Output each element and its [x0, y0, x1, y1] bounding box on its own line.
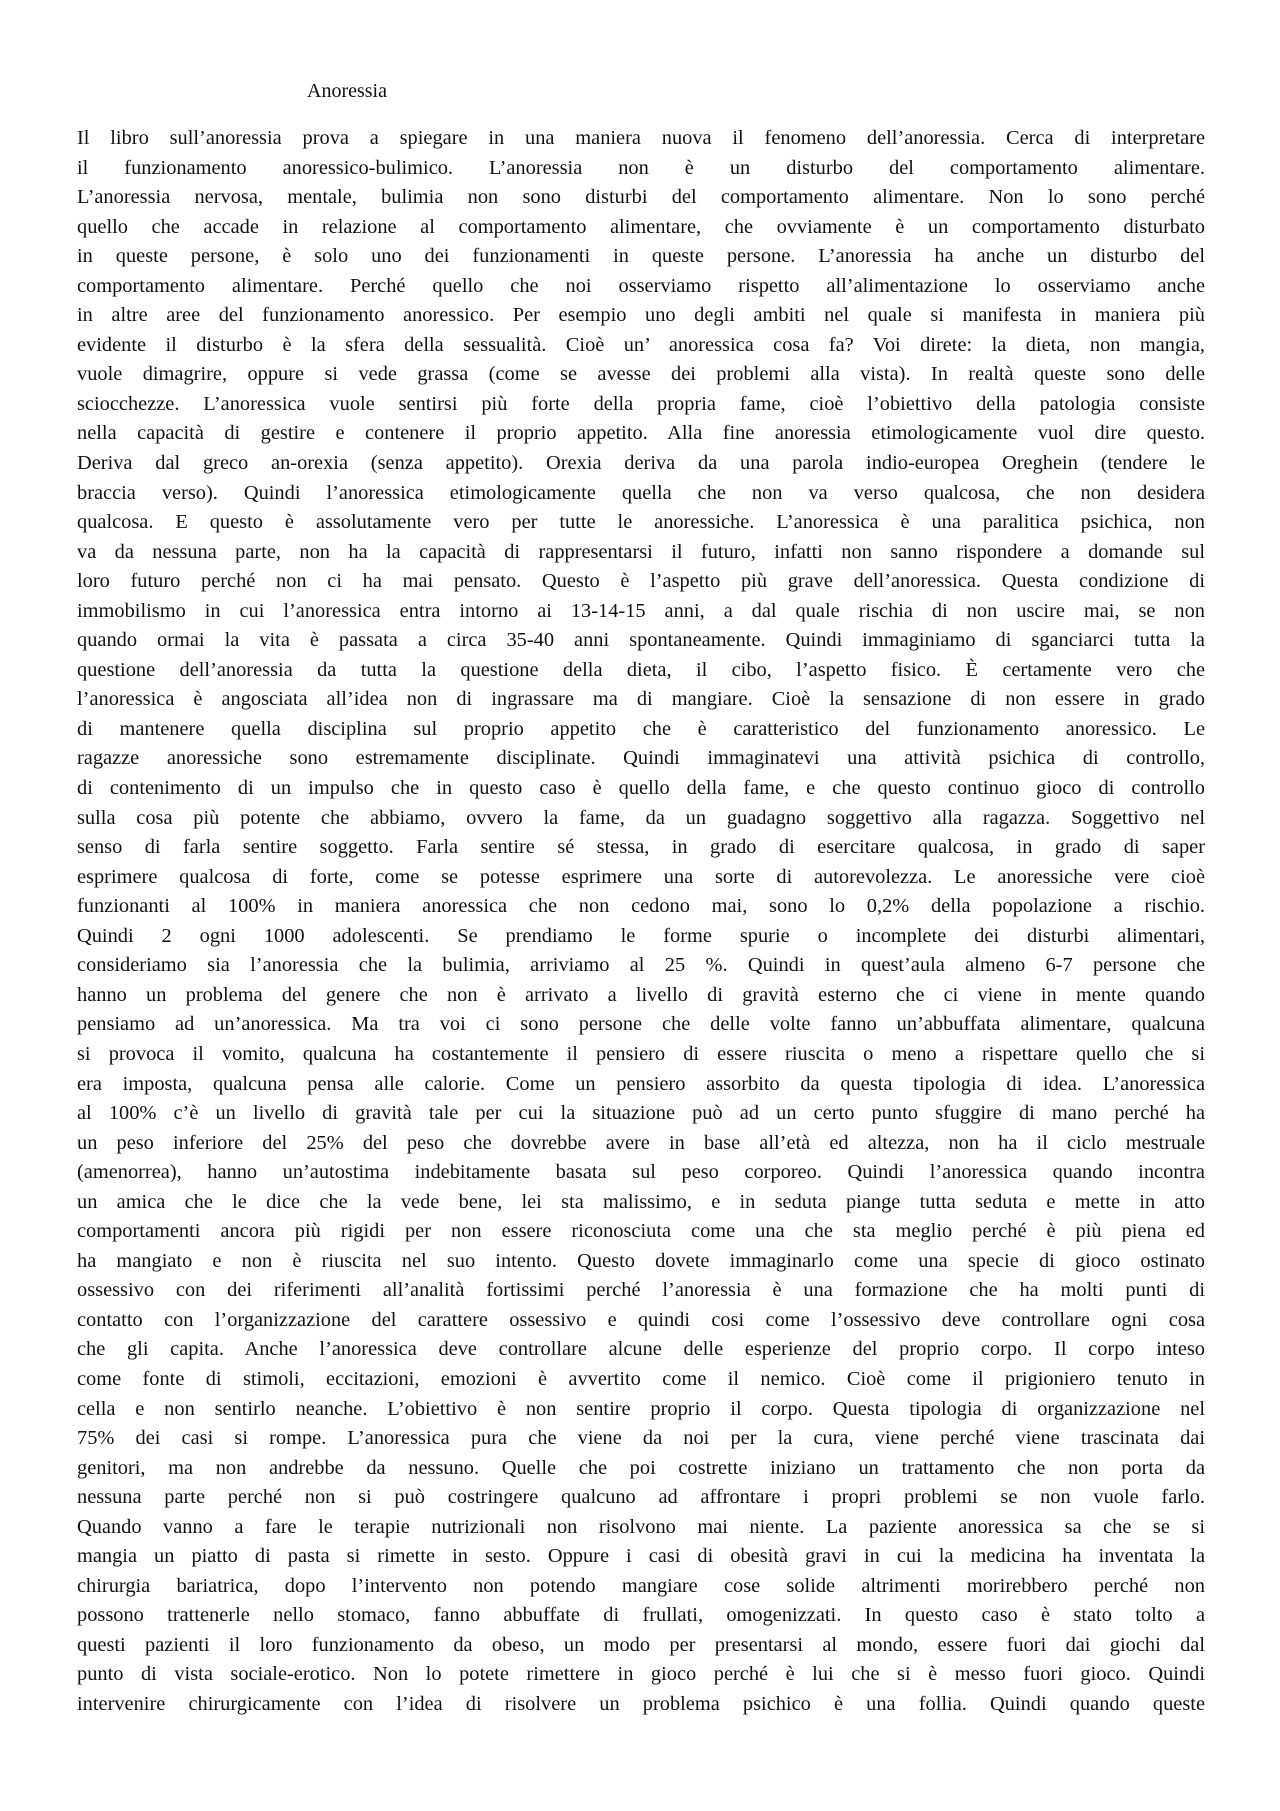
text-line: ossessivo con dei riferimenti all’analità fortissimi perché l’anoressia è una formazione che ha molti punti di [77, 1279, 1205, 1302]
text-line: vuole dimagrire, oppure si vede grassa (come se avesse dei problemi alla vista). In realtà queste sono delle [77, 363, 1205, 386]
text-line: Quindi 2 ogni 1000 adolescenti. Se prendiamo le forme spurie o incomplete dei disturbi alimentari, [77, 924, 1205, 947]
text-line: (amenorrea), hanno un’autostima indebitamente basata sul peso corporeo. Quindi l’anoressica quando incontra [77, 1161, 1205, 1184]
text-line: genitori, ma non andrebbe da nessuno. Quelle che poi costrette iniziano un trattamento che non porta da [77, 1456, 1205, 1479]
text-line: hanno un problema del genere che non è arrivato a livello di gravità esterno che ci viene in mente quando [77, 983, 1205, 1006]
text-line: immobilismo in cui l’anoressica entra intorno ai 13-14-15 anni, a dal quale rischia di non uscire mai, se non [77, 599, 1205, 622]
text-line: punto di vista sociale-erotico. Non lo potete rimettere in gioco perché è lui che si è messo fuori gioco. Quindi [77, 1663, 1205, 1686]
text-line: il funzionamento anoressico-bulimico. L’anoressia non è un disturbo del comportamento alimentare. [77, 156, 1205, 179]
text-line: consideriamo sia l’anoressia che la bulimia, arriviamo al 25 %. Quindi in quest’aula almeno 6-7 persone che [77, 954, 1205, 977]
text-line: mangia un piatto di pasta si rimette in sesto. Oppure i casi di obesità gravi in cui la medicina ha inventata la [77, 1545, 1205, 1568]
text-line: nella capacità di gestire e contenere il proprio appetito. Alla fine anoressia etimologicamente vuol dire questo. [77, 422, 1205, 445]
text-line: braccia verso). Quindi l’anoressica etimologicamente quella che non va verso qualcosa, che non desidera [77, 481, 1205, 504]
text-line: un amica che le dice che la vede bene, lei sta malissimo, e in seduta piange tutta seduta e mette in atto [77, 1190, 1205, 1213]
text-line: Deriva dal greco an-orexia (senza appetito). Orexia deriva da una parola indio-europea Oreghein (tendere le [77, 452, 1205, 475]
text-line: va da nessuna parte, non ha la capacità di rappresentarsi il futuro, infatti non sanno rispondere a domande sul [77, 540, 1205, 563]
text-line: ha mangiato e non è riuscita nel suo intento. Questo dovete immaginarlo come una specie di gioco ostinato [77, 1249, 1205, 1272]
text-line: qualcosa. E questo è assolutamente vero per tutte le anoressiche. L’anoressica è una paralitica psichica, non [77, 511, 1205, 534]
text-line: Il libro sull’anoressia prova a spiegare in una maniera nuova il fenomeno dell’anoressia. Cerca di interpretare [77, 127, 1205, 149]
text-line: in queste persone, è solo uno dei funzionamenti in queste persone. L’anoressia ha anche un disturbo del [77, 245, 1205, 268]
text-line: era imposta, qualcuna pensa alle calorie. Come un pensiero assorbito da questa tipologia di idea. L’anoressica [77, 1072, 1205, 1095]
text-line: possono trattenerle nello stomaco, fanno abbuffate di frullati, omogenizzati. In questo caso è stato tolto a [77, 1604, 1205, 1627]
text-line: in altre aree del funzionamento anoressico. Per esempio uno degli ambiti nel quale si manifesta in maniera più [77, 304, 1205, 327]
text-line: che gli capita. Anche l’anoressica deve controllare alcune delle esperienze del proprio corpo. Il corpo inteso [77, 1338, 1205, 1361]
text-line: sciocchezze. L’anoressica vuole sentirsi più forte della propria fame, cioè l’obiettivo della patologia consiste [77, 392, 1205, 415]
text-line: intervenire chirurgicamente con l’idea di risolvere un problema psichico è una follia. Quindi quando queste [77, 1692, 1205, 1715]
text-line: L’anoressia nervosa, mentale, bulimia non sono disturbi del comportamento alimentare. Non lo sono perché [77, 186, 1205, 209]
text-line: come fonte di stimoli, eccitazioni, emozioni è avvertito come il nemico. Cioè come il prigioniero tenuto in [77, 1367, 1205, 1390]
text-line: di contenimento di un impulso che in questo caso è quello della fame, e che questo continuo gioco di controllo [77, 777, 1205, 800]
text-line: 75% dei casi si rompe. L’anoressica pura che viene da noi per la cura, viene perché viene trascinata dai [77, 1427, 1205, 1450]
text-line: questi pazienti il loro funzionamento da obeso, un modo per presentarsi al mondo, essere fuori dai giochi dal [77, 1633, 1205, 1656]
text-line: pensiamo ad un’anoressica. Ma tra voi ci sono persone che delle volte fanno un’abbuffata alimentare, qualcuna [77, 1013, 1205, 1036]
text-line: Quando vanno a fare le terapie nutrizionali non risolvono mai niente. La paziente anoressica sa che se si [77, 1515, 1205, 1538]
text-line: sulla cosa più potente che abbiamo, ovvero la fame, da un guadagno soggettivo alla ragazza. Soggettivo nel [77, 806, 1205, 829]
document-body [77, 124, 1205, 1720]
text-line: funzionanti al 100% in maniera anoressica che non cedono mai, sono lo 0,2% della popolazione a rischio. [77, 895, 1205, 918]
text-line: nessuna parte perché non si può costringere qualcuno ad affrontare i propri problemi se non vuole farlo. [77, 1486, 1205, 1509]
text-line: quello che accade in relazione al comportamento alimentare, che ovviamente è un comportamento disturbato [77, 215, 1205, 238]
text-line: loro futuro perché non ci ha mai pensato. Questo è l’aspetto più grave dell’anoressica. Questa condizione di [77, 570, 1205, 593]
text-line: un peso inferiore del 25% del peso che dovrebbe avere in base all’età ed altezza, non ha il ciclo mestruale [77, 1131, 1205, 1154]
text-line: si provoca il vomito, qualcuna ha costantemente il pensiero di essere riuscita o meno a rispettare quello che si [77, 1042, 1205, 1065]
text-line: l’anoressica è angosciata all’idea non di ingrassare ma di mangiare. Cioè la sensazione di non essere in grado [77, 688, 1205, 711]
text-line: esprimere qualcosa di forte, come se potesse esprimere una sorte di autorevolezza. Le anoressiche vere cioè [77, 865, 1205, 888]
text-line: questione dell’anoressia da tutta la questione della dieta, il cibo, l’aspetto fisico. È certamente vero che [77, 658, 1205, 681]
text-line: senso di farla sentire soggetto. Farla sentire sé stessa, in grado di esercitare qualcosa, in grado di saper [77, 836, 1205, 859]
text-line: cella e non sentirlo neanche. L’obiettivo è non sentire proprio il corpo. Questa tipologia di organizzazione nel [77, 1397, 1205, 1420]
document-title: Anoressia [307, 80, 387, 102]
text-line: comportamento alimentare. Perché quello che noi osserviamo rispetto all’alimentazione lo osserviamo anche [77, 274, 1205, 297]
text-line: contatto con l’organizzazione del carattere ossessivo e quindi cosi come l’ossessivo deve controllare ogni cosa [77, 1308, 1205, 1331]
text-line: evidente il disturbo è la sfera della sessualità. Cioè un’ anoressica cosa fa? Voi direte: la dieta, non mangia, [77, 333, 1205, 356]
text-line: al 100% c’è un livello di gravità tale per cui la situazione può ad un certo punto sfuggire di mano perché ha [77, 1102, 1205, 1125]
text-line: quando ormai la vita è passata a circa 35-40 anni spontaneamente. Quindi immaginiamo di sganciarci tutta la [77, 629, 1205, 652]
text-line: ragazze anoressiche sono estremamente disciplinate. Quindi immaginatevi una attività psichica di controllo, [77, 747, 1205, 770]
text-line: di mantenere quella disciplina sul proprio appetito che è caratteristico del funzionamento anoressico. Le [77, 717, 1205, 740]
text-line: comportamenti ancora più rigidi per non essere riconosciuta come una che sta meglio perché è più piena ed [77, 1220, 1205, 1243]
text-line: chirurgia bariatrica, dopo l’intervento non potendo mangiare cose solide altrimenti morirebbero perché non [77, 1574, 1205, 1597]
